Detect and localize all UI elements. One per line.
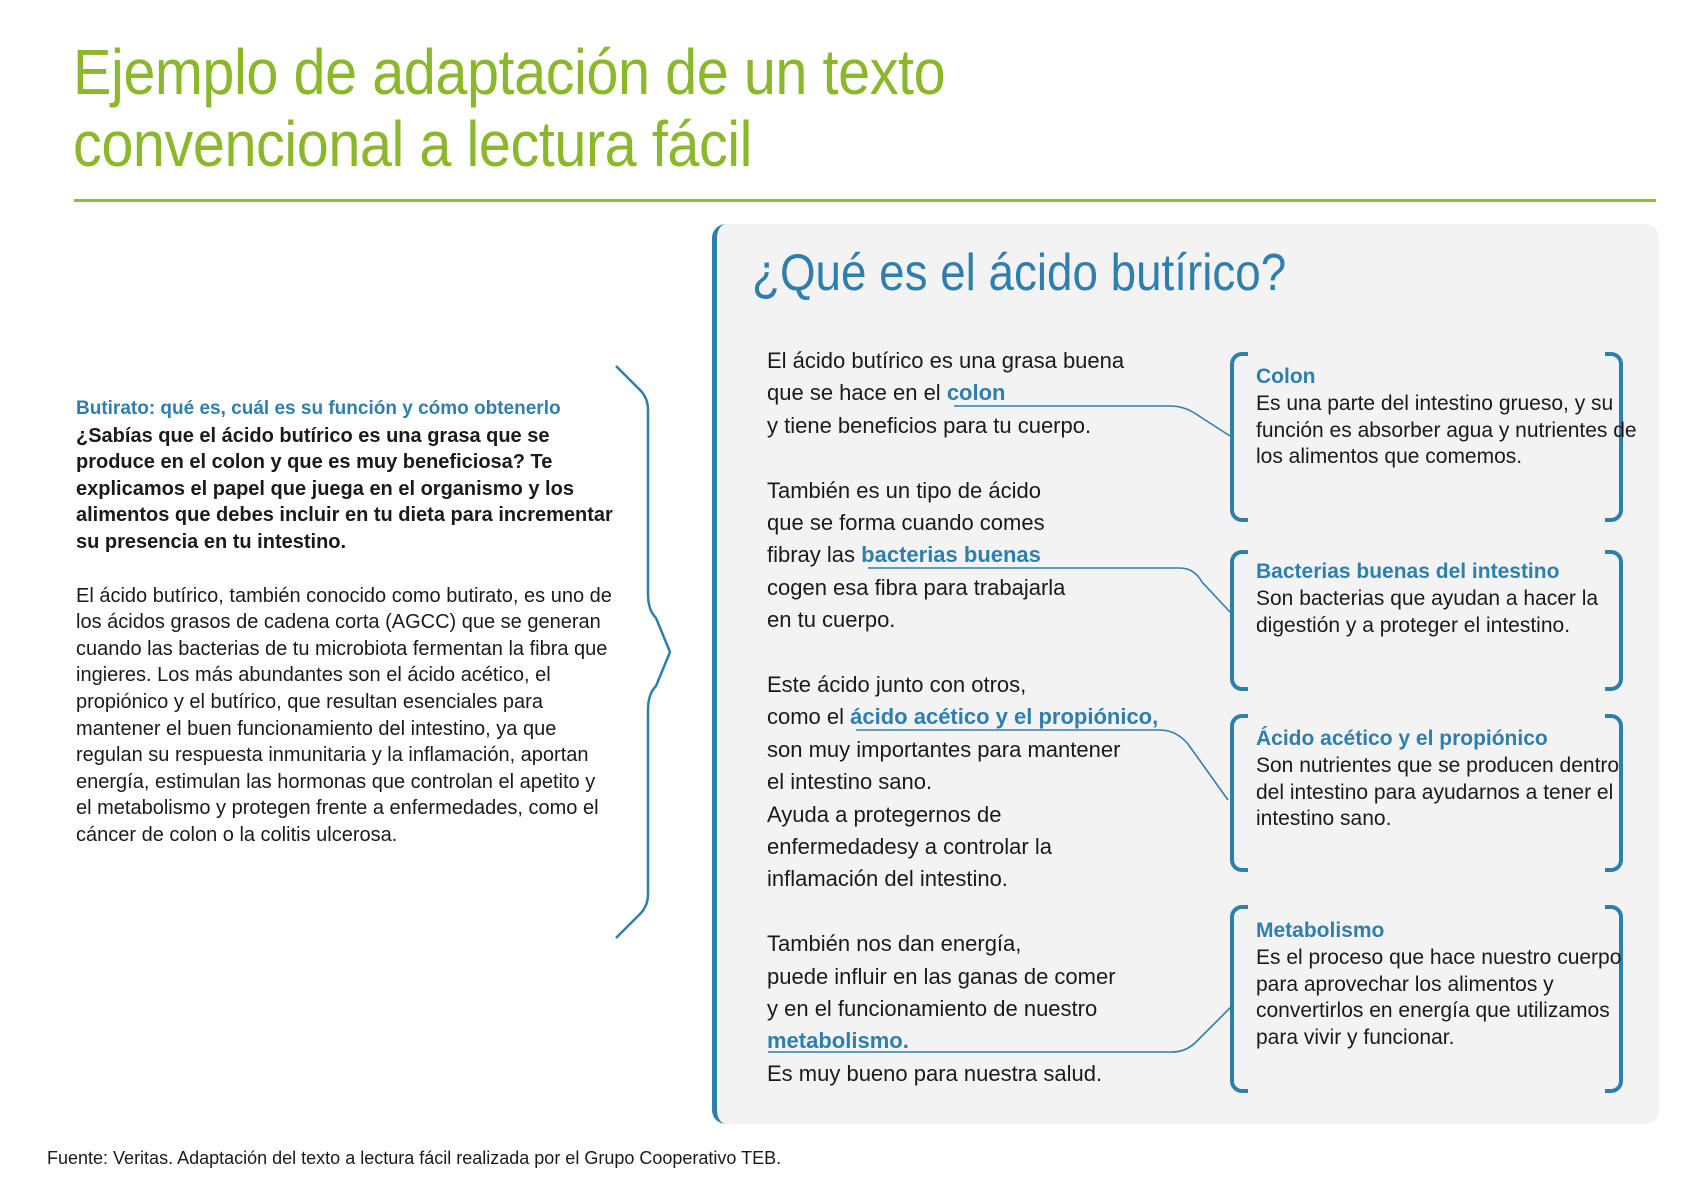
term-colon: colon bbox=[946, 380, 1006, 406]
glossary-definition: Son nutrientes que se producen dentro del intestino para ayudarnos a tener el intestino sano. bbox=[1256, 753, 1620, 831]
term-acido-acetico: ácido acético y el propiónico, bbox=[850, 704, 1159, 730]
easy-line: El ácido butírico es una grasa buena bbox=[767, 348, 1125, 373]
easy-line: Ayuda a protegernos de bbox=[767, 801, 1002, 827]
easy-line: También nos dan energía, bbox=[767, 931, 1022, 957]
easy-line: puede influir en las ganas de comer bbox=[767, 963, 1116, 989]
glossary-colon bbox=[1231, 364, 1642, 471]
connector-metabolismo bbox=[768, 1006, 1232, 1052]
easy-line-prefix: fibray las bbox=[767, 542, 862, 568]
easy-line: enfermedadesy a controlar la bbox=[767, 834, 1052, 860]
easy-line: el intestino sano. bbox=[767, 769, 933, 795]
original-heading: Butirato: qué es, cuál es su función y cómo obtenerlo bbox=[76, 398, 561, 419]
page-title-line-2: convencional a lectura fácil bbox=[73, 108, 752, 180]
glossary-definition: Es una parte del intestino grueso, y su función es absorber agua y nutrientes de los alimentos que comemos. bbox=[1256, 391, 1637, 469]
source-note: Fuente: Veritas. Adaptación del texto a lectura fácil realizada por el Grupo Cooperativo TEB. bbox=[47, 1148, 782, 1168]
easy-line: inflamación del intestino. bbox=[767, 866, 1008, 892]
easy-line: en tu cuerpo. bbox=[767, 607, 896, 633]
glossary-metabolismo bbox=[1231, 918, 1642, 1052]
easy-line: que se forma cuando comes bbox=[767, 510, 1045, 536]
glossary-definition: Es el proceso que hace nuestro cuerpo para aprovechar los alimentos y convertirlos en energía que utilizamos para vivir y funcionar. bbox=[1256, 945, 1622, 1050]
original-body: El ácido butírico, también conocido como butirato, es uno de los ácidos grasos de cadena corta (AGCC) que se generan cuando las bacterias de tu microbiota fermentan la fibra que ingieres. Los más abundantes son el ácido acético, el propiónico y el butírico, que resultan esenciales para mantener el buen funcionamiento del intestino, ya que regulan su respuesta inmunitaria y la inflamación, aportan energía, estimulan las hormonas que controlan el apetito y el metabolismo y protegen frente a enfermedades, como el cáncer de colon o la colitis ulcerosa. bbox=[76, 584, 612, 846]
glossary-acido bbox=[1231, 726, 1642, 833]
connector-bacterias bbox=[868, 568, 1230, 612]
easy-line: Es muy bueno para nuestra salud. bbox=[767, 1060, 1103, 1086]
page-title-line-1: Ejemplo de adaptación de un texto bbox=[73, 36, 946, 108]
glossary-term: Bacterias buenas del intestino bbox=[1256, 560, 1560, 583]
easy-line-prefix: como el bbox=[767, 704, 851, 730]
glossary-term: Metabolismo bbox=[1256, 919, 1385, 942]
glossary-definition: Son bacterias que ayudan a hacer la digestión y a proteger el intestino. bbox=[1256, 586, 1599, 637]
easy-line: son muy importantes para mantener bbox=[767, 736, 1121, 762]
easy-line: También es un tipo de ácido bbox=[767, 477, 1041, 503]
easy-line: cogen esa fibra para trabajarla bbox=[767, 574, 1066, 600]
glossary-term: Ácido acético y el propiónico bbox=[1256, 727, 1548, 750]
connector-acido bbox=[856, 730, 1228, 800]
glossary-term: Colon bbox=[1256, 365, 1316, 388]
easy-read-title: ¿Qué es el ácido butírico? bbox=[752, 244, 1287, 302]
easy-line: Este ácido junto con otros, bbox=[767, 672, 1027, 698]
original-intro: ¿Sabías que el ácido butírico es una grasa que se produce en el colon y que es muy beneficiosa? Te explicamos el papel que juega en el organismo y los alimentos que debes incluir en tu dieta para incrementar su presencia en tu intestino. bbox=[76, 424, 613, 553]
connector-colon bbox=[954, 406, 1230, 436]
glossary-bacterias bbox=[1231, 559, 1642, 639]
term-bacterias-buenas: bacterias buenas bbox=[861, 542, 1041, 568]
term-metabolismo: metabolismo. bbox=[767, 1028, 909, 1054]
easy-line: y tiene beneficios para tu cuerpo. bbox=[767, 412, 1092, 438]
easy-line: y en el funcionamiento de nuestro bbox=[767, 996, 1098, 1022]
easy-line-prefix: que se hace en el bbox=[767, 380, 947, 406]
